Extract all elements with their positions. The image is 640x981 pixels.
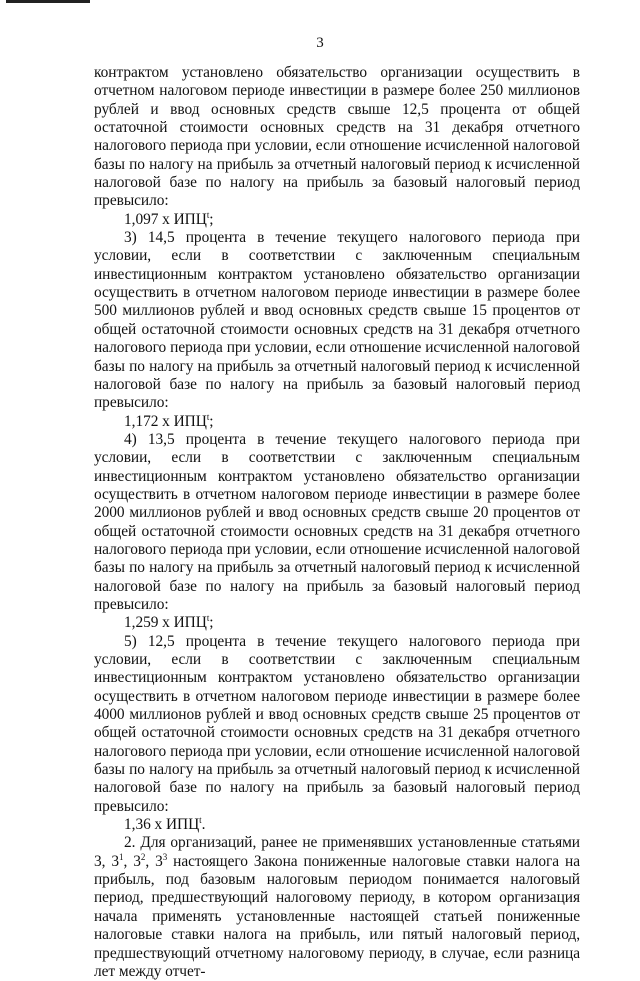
formula-text: 1,172 x ИПЦ: [124, 412, 207, 430]
formula-punctuation: ;: [209, 412, 214, 430]
formula-text: 1,097 x ИПЦ: [124, 210, 207, 228]
article-superscript: 1: [119, 851, 124, 862]
list-item-3: 3) 14,5 процента в течение текущего налогового периода при условии, если в соответствии с заключенным специальным инвестиционным контрактом установлено обязательство организации осуществить в отчетном налоговом периоде инвестиции в размере более 500 миллионов рублей и ввод основных средств свыше 15 процентов от общей остаточной стоимости основных средств на 31 декабря отчетного налогового периода при условии, если отношение исчисленной налоговой базы по налогу на прибыль за отчетный налоговый период к исчисленной налоговой базе по налогу на прибыль за базовый налоговый период превысило:: [94, 229, 580, 412]
formula-line: [94, 816, 580, 834]
section-2-paragraph: [94, 834, 580, 981]
document-body: [94, 64, 580, 981]
formula-line: [94, 211, 580, 229]
formula-superscript: t: [206, 411, 210, 422]
list-item-5: 5) 12,5 процента в течение текущего налогового периода при условии, если в соответствии с заключенным специальным инвестиционным контрактом установлено обязательство организации осуществить в отчетном налоговом периоде инвестиции в размере более 4000 миллионов рублей и ввод основных средств свыше 25 процентов от общей остаточной стоимости основных средств на 31 декабря отчетного налогового периода при условии, если отношение исчисленной налоговой базы по налогу на прибыль за отчетный налоговый период к исчисленной налоговой базе по налогу на прибыль за базовый налоговый период превысило:: [94, 632, 580, 815]
formula-superscript: t: [199, 814, 202, 825]
formula-text: 1,259 x ИПЦ: [124, 614, 207, 632]
formula-text: 1,36 x ИПЦ: [124, 816, 200, 834]
list-item-4: 4) 13,5 процента в течение текущего налогового периода при условии, если в соответствии с заключенным специальным инвестиционным контрактом установлено обязательство организации осуществить в отчетном налоговом периоде инвестиции в размере более 2000 миллионов рублей и ввод основных средств свыше 20 процентов от общей остаточной стоимости основных средств на 31 декабря отчетного налогового периода при условии, если отношение исчисленной налоговой базы по налогу на прибыль за отчетный налоговый период к исчисленной налоговой базе по налогу на прибыль за базовый налоговый период превысило:: [94, 430, 580, 613]
formula-superscript: t: [206, 209, 210, 220]
formula-punctuation: ;: [209, 210, 214, 228]
section-2-lead: 2. Для организаций, ранее не применявших установленные статьями 3, 3: [94, 834, 580, 870]
top-rule: [6, 0, 90, 3]
formula-punctuation: ;: [209, 614, 214, 632]
formula-punctuation: .: [201, 816, 206, 834]
paragraph-continuation: контрактом установлено обязательство организации осуществить в отчетном налоговом периоде инвестиции в размере более 250 миллионов рублей и ввод основных средств свыше 12,5 процента от общей остаточной стоимости основных средств на 31 декабря отчетного налогового периода при условии, если отношение исчисленной налоговой базы по налогу на прибыль за отчетный налоговый период к исчисленной налоговой базе по налогу на прибыль за базовый налоговый период превысило:: [94, 64, 580, 210]
article-superscript: 2: [140, 851, 146, 862]
formula-line: [94, 413, 580, 431]
section-2-tail: настоящего Закона пониженные налоговые ставки налога на прибыль, под базовым налоговым периодом понимается налоговый период, предшествующий налоговому периоду, в котором организация начала применять установленные настоящей статьей пониженные налоговые ставки налога на прибыль, или пятый налоговый период, предшествующий отчетному налоговому периоду, в случае, если разница лет между отчет-: [94, 852, 580, 980]
article-superscript: 3: [162, 851, 168, 862]
formula-superscript: t: [206, 613, 210, 624]
article-separator: , 3: [123, 852, 141, 870]
page-number: 3: [316, 35, 324, 51]
article-separator: , 3: [145, 852, 163, 870]
formula-line: [94, 614, 580, 632]
